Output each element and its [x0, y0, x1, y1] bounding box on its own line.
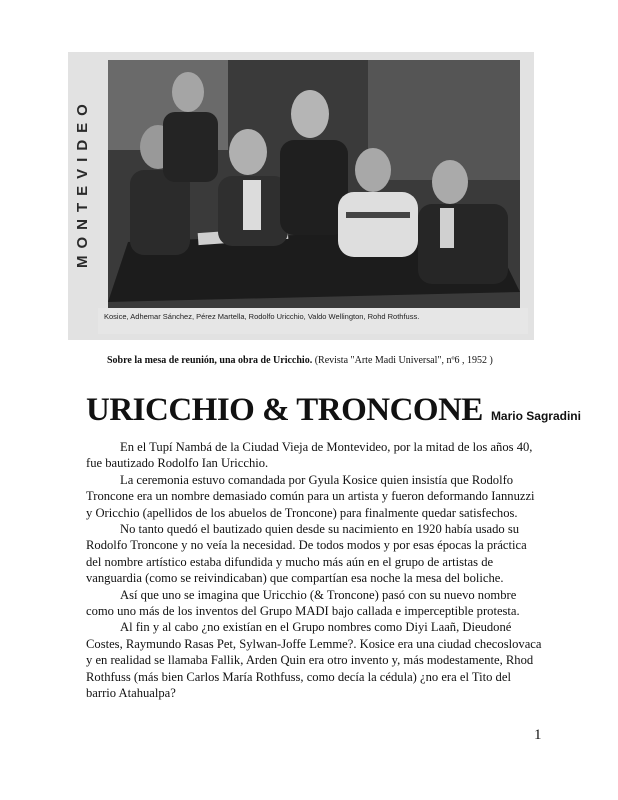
caption-source-text: (Revista "Arte Madi Universal", nº6 , 1952 ) — [312, 355, 493, 366]
photo-names-caption: Kosice, Adhemar Sánchez, Pérez Martella, Rodolfo Uricchio, Valdo Wellington, Rohd Rothfuss. — [104, 312, 420, 321]
historical-photo — [68, 52, 534, 340]
paragraph: La ceremonia estuvo comandada por Gyula Kosice quien insistía que Rodolfo Troncone era un nombre demasiado común para un artista y fueron deformando Iannuzzi y Oricchio (apellidos de los abuelos de Troncone) para finalmente quedar satisfechos. — [86, 472, 535, 520]
photo-caption — [107, 355, 493, 366]
article-header — [86, 392, 581, 429]
article-title: URICCHIO & TRONCONE — [86, 392, 483, 428]
article-author: Mario Sagradini — [490, 409, 581, 423]
article-body — [86, 439, 542, 702]
paragraph: Así que uno se imagina que Uricchio (& Troncone) pasó con su nuevo nombre como uno más de los inventos del Grupo MADI bajo callada e imperceptible protesta. — [86, 587, 520, 619]
paragraph: En el Tupí Nambá de la Ciudad Vieja de Montevideo, por la mitad de los años 40, fue bautizado Rodolfo Ian Uricchio. — [86, 440, 533, 471]
caption-bold-text: Sobre la mesa de reunión, una obra de Uricchio. — [107, 355, 313, 366]
page-number: 1 — [534, 727, 542, 743]
paragraph: Al fin y al cabo ¿no existían en el Grupo nombres como Diyi Laañ, Dieudoné Costes, Raymundo Rasas Pet, Sylwan-Joffe Lemme?. Kosice era una ciudad checoslovaca y en realidad se llamaba Fallik, Arden Quin era otro invento y, más modestamente, Rhod Rothfuss (más bien Carlos María Rothfuss, como decía la cédula) ¿no era el Tito del barrio Atahualpa? — [86, 620, 542, 701]
photo-illustration — [68, 52, 534, 340]
photo-side-label: MONTEVIDEO — [74, 97, 91, 269]
paragraph: No tanto quedó el bautizado quien desde su nacimiento en 1920 había usado su Rodolfo Troncone y no veía la necesidad. De todos modos y por esas épocas la práctica del nombre artístico estaba difundida y mucho más aún en el grupo de artistas de vanguardia (como se reivindicaban) que compartían esa noche la mesa del boliche. — [86, 522, 527, 586]
